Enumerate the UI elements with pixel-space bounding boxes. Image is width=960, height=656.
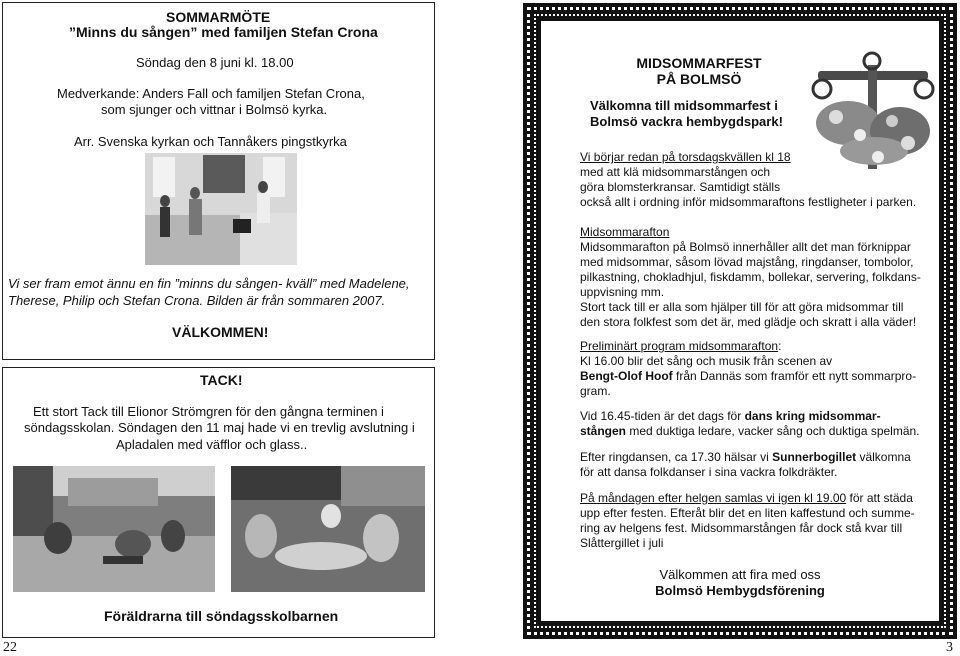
midsummer-eve-line-4: uppvisning mm. bbox=[580, 285, 665, 299]
performer-name: Bengt-Olof Hoof bbox=[580, 369, 673, 383]
page-number-right: 3 bbox=[946, 640, 953, 655]
page-number-left: 22 bbox=[3, 640, 17, 655]
box1-arranger: Arr. Svenska kyrkan och Tannåkers pingstkyrka bbox=[74, 134, 347, 149]
midsummer-eve-line-1: Midsommarafton på Bolmsö innerhåller allt det man förknippar bbox=[580, 240, 911, 254]
program-heading-colon: : bbox=[778, 339, 782, 353]
box1-subtitle: ”Minns du sången” med familjen Stefan Crona bbox=[69, 24, 378, 40]
box2-line-3: Apladalen med väfflor och glass.. bbox=[116, 437, 308, 452]
midsummer-eve-line-3: pilkastning, chokladhjul, fiskdamm, bollekar, servering, folkdans- bbox=[580, 270, 921, 284]
midsummer-content bbox=[559, 39, 921, 603]
program-item-2-bold-a: dans kring midsommar- bbox=[744, 409, 881, 423]
box1-caption-1: Vi ser fram emot ännu en fin ”minns du sången- kväll” med Madelene, bbox=[8, 276, 410, 291]
intro-line-4: också allt i ordning inför midsommaraftons festligheter i parken. bbox=[580, 195, 917, 209]
closing-line-2: Bolmsö Hembygdsförening bbox=[655, 583, 825, 598]
sunday-school-photo-2 bbox=[231, 466, 425, 592]
program-heading-text: Preliminärt program midsommarafton bbox=[580, 339, 779, 353]
midsummer-title-2: PÅ BOLMSÖ bbox=[656, 71, 742, 87]
decorative-border bbox=[523, 3, 957, 639]
intro-line-2: med att klä midsommarstången och bbox=[580, 165, 771, 179]
program-item-2-line-2 bbox=[580, 424, 920, 439]
program-heading bbox=[580, 339, 781, 354]
program-item-3-line-2: för att dansa folkdanser i sina vackra folkdräkter. bbox=[580, 465, 838, 479]
folk-dance-group: Sunnerbogillet bbox=[772, 450, 857, 464]
box2-line-1: Ett stort Tack till Elionor Strömgren för den gångna terminen i bbox=[33, 404, 384, 419]
program-item-3-line-1 bbox=[580, 450, 911, 465]
cleanup-line-1 bbox=[580, 491, 913, 506]
box1-welcome: VÄLKOMMEN! bbox=[172, 324, 269, 340]
announcement-box-thanks bbox=[2, 367, 435, 638]
program-item-1-line-3: gram. bbox=[580, 384, 611, 398]
midsummer-eve-heading: Midsommarafton bbox=[580, 225, 670, 239]
program-item-2-line-1 bbox=[580, 409, 881, 424]
announcement-box-summer-meeting bbox=[2, 2, 435, 360]
program-item-3-text-b: välkomna bbox=[856, 450, 911, 464]
cleanup-line-2: upp efter festen. Efteråt blir det en liten kaffestund och summe- bbox=[580, 506, 915, 520]
box2-line-2: söndagsskolan. Söndagen den 11 maj hade vi en trevlig avslutning i bbox=[24, 420, 415, 435]
box1-caption-2: Therese, Philip och Stefan Crona. Bilden är från sommaren 2007. bbox=[8, 293, 386, 308]
cleanup-date: På måndagen efter helgen samlas vi igen kl 19.00 bbox=[580, 491, 847, 505]
sunday-school-photo-1 bbox=[13, 466, 215, 592]
maypole-illustration bbox=[808, 51, 940, 171]
intro-line-3: göra blomsterkransar. Samtidigt ställs bbox=[580, 180, 781, 194]
midsummer-eve-line-6: den stora folkfest som det är, med glädje och skratt i alla väder! bbox=[580, 315, 917, 329]
crona-family-photo bbox=[145, 153, 297, 265]
program-item-3-text-a: Efter ringdansen, ca 17.30 hälsar vi bbox=[580, 450, 773, 464]
cleanup-line-3: ring av helgens fest. Midsommarstången får dock stå kvar till bbox=[580, 521, 903, 535]
box1-participants-1: Medverkande: Anders Fall och familjen Stefan Crona, bbox=[57, 86, 365, 101]
closing-line-1: Välkommen att fira med oss bbox=[659, 567, 821, 582]
program-item-1-text: från Dannäs som framför ett nytt sommarpro- bbox=[672, 369, 917, 383]
midsummer-eve-line-5: Stort tack till er alla som hjälper till för att göra midsommar till bbox=[580, 300, 904, 314]
program-item-2-bold-b: stången bbox=[580, 424, 627, 438]
welcome-line-2: Bolmsö vackra hembygdspark! bbox=[590, 114, 783, 129]
cleanup-text: för att städa bbox=[846, 491, 913, 505]
box2-footer: Föräldrarna till söndagsskolbarnen bbox=[104, 608, 339, 624]
program-item-2-text-a: Vid 16.45-tiden är det dags för bbox=[580, 409, 745, 423]
intro-line-1: Vi börjar redan på torsdagskvällen kl 18 bbox=[580, 150, 791, 164]
cleanup-line-4: Slåttergillet i juli bbox=[580, 536, 664, 550]
program-item-2-text-b: med duktiga ledare, vacker sång och duktiga spelmän. bbox=[626, 424, 920, 438]
midsummer-eve-line-2: med midsommar, såsom lövad majstång, ringdanser, tombolor, bbox=[580, 255, 914, 269]
box1-participants-2: som sjunger och vittnar i Bolmsö kyrka. bbox=[101, 102, 328, 117]
welcome-line-1: Välkomna till midsommarfest i bbox=[590, 98, 778, 113]
midsummer-title-1: MIDSOMMARFEST bbox=[636, 55, 762, 71]
box1-date: Söndag den 8 juni kl. 18.00 bbox=[136, 55, 294, 70]
box1-title: SOMMARMÖTE bbox=[166, 9, 271, 25]
program-item-1-line-2 bbox=[580, 369, 916, 384]
box2-title: TACK! bbox=[200, 372, 243, 388]
program-item-1-line-1: Kl 16.00 blir det sång och musik från scenen av bbox=[580, 354, 833, 368]
